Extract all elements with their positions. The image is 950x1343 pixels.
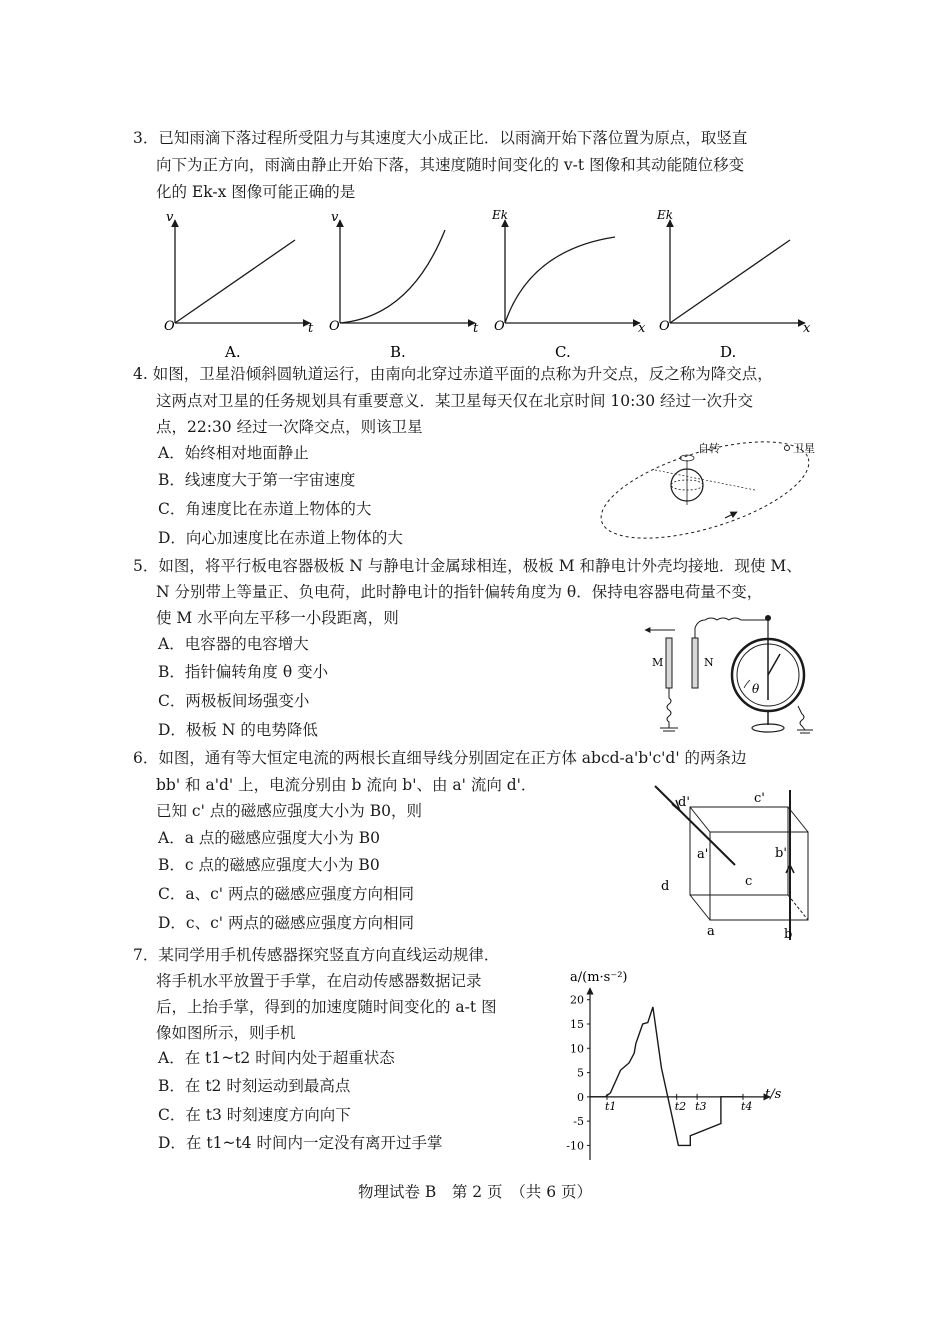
chart-y-tick-label: 20 [570, 993, 584, 1007]
label-c1: c' [754, 791, 765, 806]
q5-line-1: 5．如图，将平行板电容器极板 N 与静电计金属球相连，极板 M 和静电计外壳均接地．现使 M、 [133, 557, 802, 575]
graph-c-label: C. [555, 343, 571, 361]
chart-axes [590, 988, 770, 1160]
chart-y-tick-label: 5 [577, 1066, 584, 1080]
q3-graphs [150, 205, 830, 365]
plate-n-label: N [704, 656, 714, 669]
electrometer-base [752, 724, 784, 732]
graph-d-origin: O [659, 319, 670, 334]
graph-b-xlabel: t [473, 321, 479, 336]
graph-a [164, 210, 314, 361]
q5-line-2: N 分别带上等量正、负电荷，此时静电计的指针偏转角度为 θ．保持电容器电荷量不变， [156, 583, 763, 601]
graph-d-label: D. [720, 343, 737, 361]
q6-option-d: D．c、c' 两点的磁感应强度方向相同 [158, 914, 414, 932]
q7-option-c: C．在 t3 时刻速度方向向下 [158, 1106, 351, 1124]
q4-option-a: A．始终相对地面静止 [158, 444, 309, 462]
graph-c-ylabel: Ek [492, 208, 509, 222]
label-d1: d' [678, 795, 690, 810]
q7-at-chart-svg [555, 965, 795, 1170]
plate-m-label: M [652, 656, 664, 669]
q6-line-3: 已知 c' 点的磁感应强度大小为 B0，则 [156, 802, 422, 820]
q6-line-1: 6．如图，通有等大恒定电流的两根长直细导线分别固定在正方体 abcd-a'b'c'd' 的两条边 [133, 749, 747, 767]
label-a1: a' [697, 847, 709, 862]
q7-option-d: D．在 t1~t4 时间内一定没有离开过手掌 [158, 1134, 443, 1152]
q6-option-c: C．a、c' 两点的磁感应强度方向相同 [158, 885, 414, 903]
cube-front-face [710, 832, 808, 920]
q5-capacitor-svg [640, 610, 830, 740]
q7-line-2: 将手机水平放置于手掌，在启动传感器数据记录 [156, 972, 482, 990]
q5-capacitor-figure [640, 610, 830, 740]
chart-t-label-t2: t2 [674, 1099, 687, 1113]
q4-orbit-figure [595, 430, 825, 540]
orbit-direction-arrow [725, 512, 737, 518]
chart-t-label-t1: t1 [605, 1099, 617, 1113]
q6-option-a: A．a 点的磁感应强度大小为 B0 [158, 829, 381, 847]
q4-line-3: 点，22:30 经过一次降交点，则该卫星 [156, 418, 423, 436]
q7-at-chart [555, 965, 795, 1170]
satellite-dot [785, 446, 790, 451]
graph-d-xlabel: x [803, 321, 811, 336]
q5-option-b: B．指针偏转角度 θ 变小 [158, 663, 329, 681]
graph-a-ylabel: v [166, 210, 174, 225]
chart-y-tick-label: -5 [573, 1115, 584, 1129]
graph-b-curve [340, 230, 445, 323]
label-b: b [784, 927, 793, 942]
graph-b-ylabel: v [331, 210, 339, 225]
q7-option-b: B．在 t2 时刻运动到最高点 [158, 1077, 351, 1095]
chart-ticks [566, 994, 590, 1153]
label-b1: b' [775, 846, 787, 861]
graph-a-label: A. [225, 343, 241, 361]
plate-n [692, 638, 698, 688]
graph-c [491, 208, 646, 361]
q4-option-c: C．角速度比在赤道上物体的大 [158, 500, 372, 518]
q3-line-1: 3．已知雨滴下落过程所受阻力与其速度大小成正比．以雨滴开始下落位置为原点，取竖直 [133, 129, 748, 147]
satellite-label: 卫星 [793, 442, 815, 455]
electrometer-needle [768, 654, 780, 675]
graph-a-curve [175, 240, 295, 323]
graph-c-xlabel: x [638, 321, 646, 336]
page-footer: 物理试卷 B 第 2 页 （共 6 页） [358, 1183, 592, 1201]
q7-line-3: 后，上抬手掌，得到的加速度随时间变化的 a-t 图 [156, 998, 497, 1016]
graph-b-label: B. [390, 343, 406, 361]
graph-d-curve [670, 240, 790, 323]
graph-b-origin: O [329, 319, 340, 334]
chart-y-tick-label: -10 [566, 1139, 584, 1153]
q4-line-2: 这两点对卫星的任务规划具有重要意义．某卫星每天仅在北京时间 10:30 经过一次升交 [156, 392, 754, 410]
q4-option-d: D．向心加速度比在赤道上物体的大 [158, 529, 403, 547]
wire-a1-d1 [655, 786, 735, 865]
angle-label: θ [752, 682, 760, 696]
q5-option-c: C．两极板间场强变小 [158, 692, 310, 710]
q3-line-2: 向下为正方向，雨滴由静止开始下落，其速度随时间变化的 v-t 图像和其动能随位移变 [156, 156, 745, 174]
q5-option-a: A．电容器的电容增大 [158, 635, 309, 653]
chart-y-axis-label: a/(m·s⁻²) [570, 970, 628, 985]
q3-graphs-svg [150, 205, 830, 365]
chart-y-tick-label: 0 [577, 1090, 584, 1104]
label-d: d [661, 879, 670, 894]
chart-y-tick-label: 15 [570, 1018, 584, 1031]
chart-t-label-t3: t3 [695, 1099, 707, 1113]
q5-option-d: D．极板 N 的电势降低 [158, 721, 318, 739]
q7-option-a: A．在 t1~t2 时间内处于超重状态 [158, 1049, 395, 1067]
label-c: c [745, 874, 753, 889]
graph-c-origin: O [494, 319, 505, 334]
graph-b [329, 210, 479, 361]
graph-d-ylabel: Ek [657, 208, 674, 222]
rotation-label: 自转 [698, 442, 720, 455]
chart-x-axis-label: t/s [765, 1087, 782, 1102]
q4-option-b: B．线速度大于第一宇宙速度 [158, 471, 356, 489]
chart-y-tick-label: 10 [570, 1042, 584, 1056]
q4-orbit-svg [595, 430, 825, 540]
q3-line-3: 化的 Ek-x 图像可能正确的是 [156, 183, 356, 201]
graph-d [656, 208, 811, 361]
chart-t-label-t4: t4 [741, 1099, 753, 1113]
label-a: a [707, 924, 715, 939]
graph-c-curve [505, 237, 615, 323]
q6-line-2: bb' 和 a'd' 上，电流分别由 b 流向 b'、由 a' 流向 d'． [156, 776, 537, 794]
plate-m [666, 638, 672, 688]
chart-series [590, 1007, 743, 1145]
chart-series-line [590, 1007, 743, 1145]
q4-line-1: 4. 如图，卫星沿倾斜圆轨道运行，由南向北穿过赤道平面的点称为升交点，反之称为降交点， [133, 365, 773, 383]
q5-line-3: 使 M 水平向左平移一小段距离，则 [156, 609, 399, 627]
graph-a-xlabel: t [308, 321, 314, 336]
q7-line-1: 7．某同学用手机传感器探究竖直方向直线运动规律． [133, 946, 500, 964]
graph-a-origin: O [164, 319, 175, 334]
q6-option-b: B．c 点的磁感应强度大小为 B0 [158, 856, 380, 874]
q6-cube-figure [650, 780, 820, 945]
q7-line-4: 像如图所示，则手机 [156, 1024, 296, 1042]
q6-cube-svg [650, 780, 820, 945]
